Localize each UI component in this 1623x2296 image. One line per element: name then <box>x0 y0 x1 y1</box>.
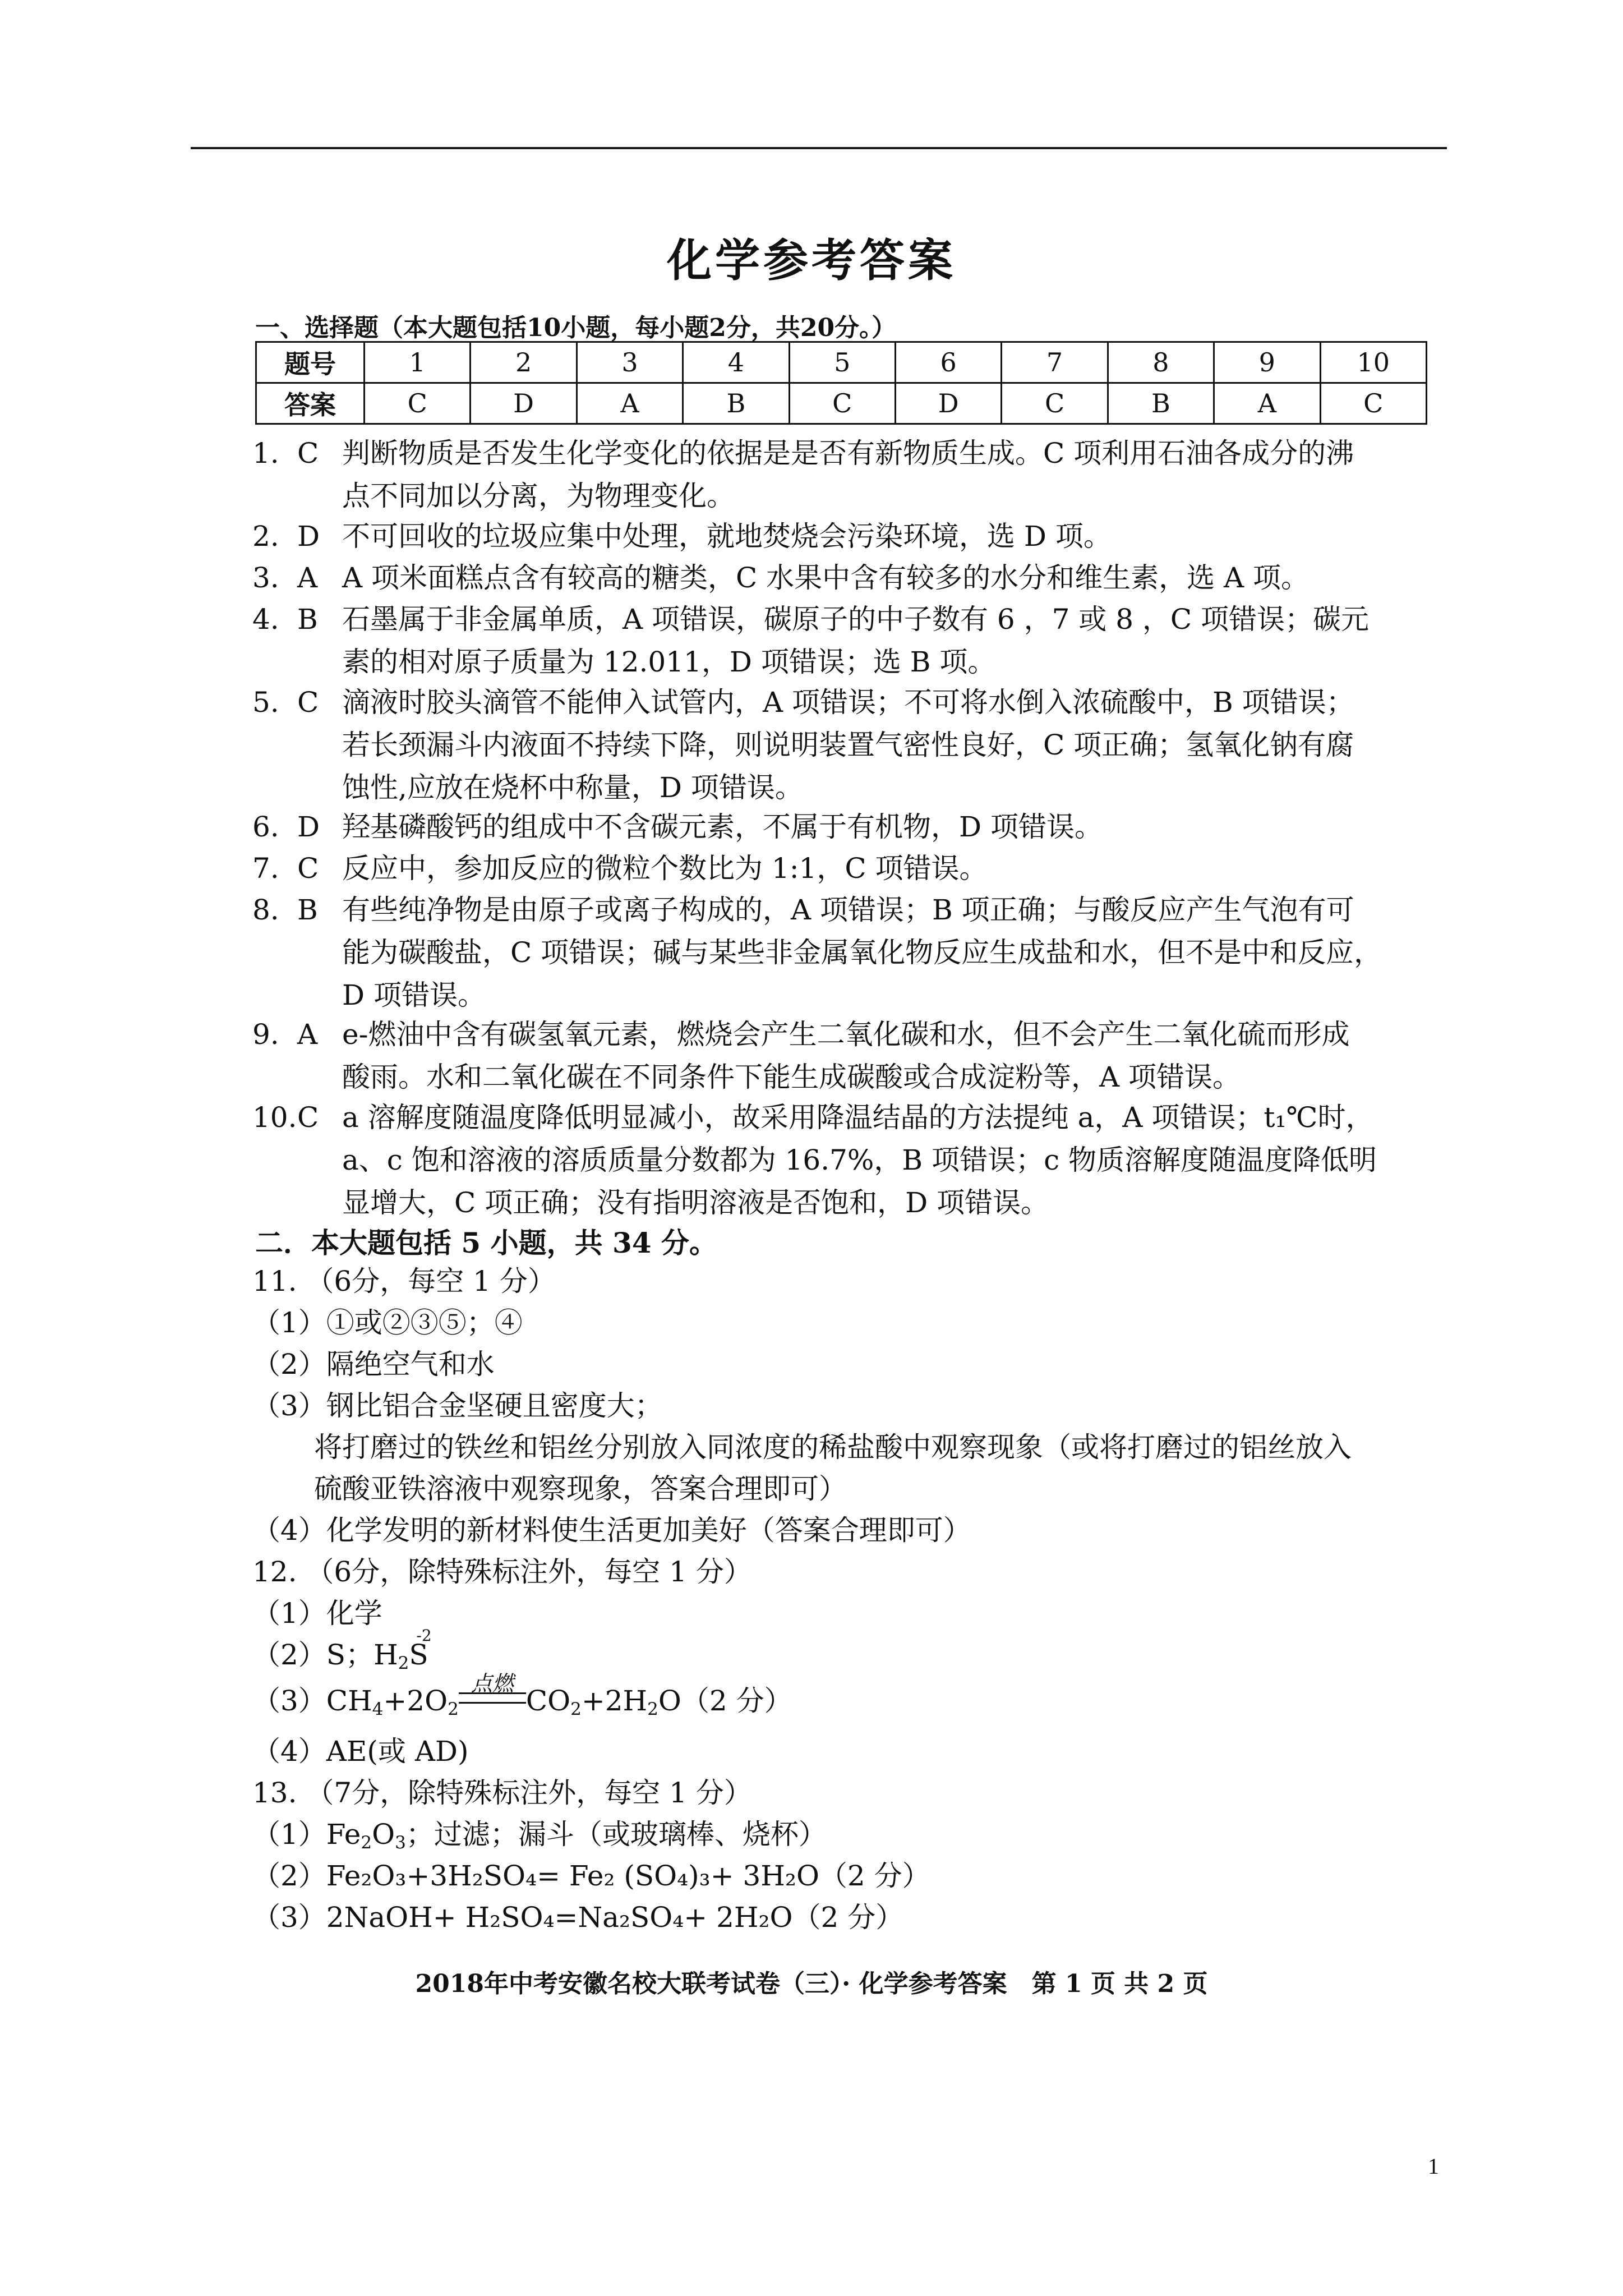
answer-table-cell: A <box>1214 383 1320 424</box>
answer-table <box>255 341 1427 425</box>
explanation-line: 点不同加以分离，为物理变化。 <box>342 480 735 512</box>
subscript: 3 <box>395 1832 406 1853</box>
item-number: 10. <box>252 1101 297 1134</box>
answer-table-cell: 6 <box>895 342 1001 383</box>
reaction-condition-equals <box>459 1671 526 1713</box>
page-footer: 2018年中考安徽名校大联考试卷（三）· 化学参考答案 第 1 页 共 2 页 <box>415 1970 1208 1998</box>
answer-table-cell: 2 <box>471 342 577 383</box>
subscript: 4 <box>372 1699 384 1719</box>
explanation-line: 素的相对原子质量为 12.011，D 项错误；选 B 项。 <box>342 646 996 678</box>
item-explanation <box>342 598 1441 683</box>
reaction-condition: 点燃 <box>471 1671 514 1696</box>
item-number: 1. <box>252 437 279 470</box>
q11-answer-1: （1）①或②③⑤；④ <box>252 1306 523 1339</box>
q12-heading: 12. （6分，除特殊标注外，每空 1 分） <box>252 1556 752 1588</box>
equation-part: +2O <box>383 1685 448 1717</box>
explanation-line: 反应中，参加反应的微粒个数比为 1:1，C 项错误。 <box>342 852 988 885</box>
explanation-line: 石墨属于非金属单质，A 项错误，碳原子的中子数有 6 ，7 或 8 ，C 项错误；碳元 <box>342 603 1370 636</box>
subscript: 2 <box>361 1832 372 1853</box>
item-answer: B <box>297 603 318 636</box>
item-number: 8. <box>252 894 279 926</box>
section-1-heading: 一、选择题（本大题包括10小题，每小题2分，共20分。） <box>255 314 897 342</box>
section-2-heading: 二．本大题包括 5 小题，共 34 分。 <box>255 1226 717 1259</box>
element-symbol: S <box>409 1639 428 1671</box>
valence-mark <box>409 1626 432 1676</box>
answer-table-cell: A <box>577 383 683 424</box>
page-number: 1 <box>1428 2154 1439 2179</box>
q11-answer-3-cont: 硫酸亚铁溶液中观察现象，答案合理即可） <box>314 1473 847 1505</box>
answer-table-cell: 7 <box>1002 342 1108 383</box>
answer-table-cell: 5 <box>789 342 895 383</box>
explanation-line: 判断物质是否发生化学变化的依据是是否有新物质生成。C 项利用石油各成分的沸 <box>342 437 1354 470</box>
answer-table-cell: 8 <box>1108 342 1214 383</box>
explanation-line: 蚀性,应放在烧杯中称量，D 项错误。 <box>342 771 803 804</box>
item-answer: C <box>297 686 319 719</box>
explanation-line: 显增大，C 项正确；没有指明溶液是否饱和，D 项错误。 <box>342 1186 1049 1219</box>
q13-heading: 13. （7分，除特殊标注外，每空 1 分） <box>252 1777 752 1809</box>
explanation-line: 不可回收的垃圾应集中处理，就地焚烧会污染环境，选 D 项。 <box>342 520 1112 553</box>
answer-table-cell: 1 <box>365 342 471 383</box>
answer-table-cell: 3 <box>577 342 683 383</box>
q11-answer-2: （2）隔绝空气和水 <box>252 1348 495 1381</box>
item-explanation <box>342 1013 1441 1098</box>
answer-table-row-head: 答案 <box>256 383 365 424</box>
q13-answer-1 <box>252 1813 1441 1856</box>
item-answer: C <box>297 852 319 885</box>
answer-table-cell: 4 <box>683 342 789 383</box>
valence-label: -2 <box>416 1626 432 1645</box>
q11-heading: 11. （6分，每空 1 分） <box>252 1265 556 1297</box>
answer-table-row-head: 题号 <box>256 342 365 383</box>
item-explanation <box>342 556 1441 599</box>
subscript: 2 <box>398 1653 409 1673</box>
answer-table-number-row <box>256 342 1427 383</box>
equation-part: （3）CH <box>252 1685 372 1717</box>
answer-table-cell: 10 <box>1320 342 1426 383</box>
item-answer: A <box>297 562 318 594</box>
item-explanation <box>342 889 1441 1016</box>
item-explanation <box>342 806 1441 848</box>
item-explanation <box>342 847 1441 890</box>
equation-part: CO <box>525 1685 571 1717</box>
q12-answer-4: （4）AE(或 AD) <box>252 1735 469 1768</box>
answer-table-cell: C <box>1002 383 1108 424</box>
answer-table-cell: 9 <box>1214 342 1320 383</box>
item-number: 6. <box>252 811 279 843</box>
explanation-line: 羟基磷酸钙的组成中不含碳元素，不属于有机物，D 项错误。 <box>342 811 1103 843</box>
item-number: 5. <box>252 686 279 719</box>
explanation-line: a、c 饱和溶液的溶质质量分数都为 16.7%，B 项错误；c 物质溶解度随温度降低明 <box>342 1144 1377 1176</box>
item-explanation <box>342 432 1441 517</box>
q13-answer-3: （3）2NaOH+ H₂SO₄=Na₂SO₄+ 2H₂O（2 分） <box>252 1901 904 1934</box>
explanation-line: 滴液时胶头滴管不能伸入试管内，A 项错误；不可将水倒入浓硫酸中，B 项错误； <box>342 686 1354 719</box>
answer-table-cell: C <box>789 383 895 424</box>
q11-answer-4: （4）化学发明的新材料使生活更加美好（答案合理即可） <box>252 1514 971 1547</box>
explanation-line: e-燃油中含有碳氢氧元素，燃烧会产生二氧化碳和水，但不会产生二氧化硫而形成 <box>342 1018 1350 1051</box>
item-explanation <box>342 515 1441 558</box>
double-line-equals <box>459 1692 526 1704</box>
subscript: 2 <box>448 1699 459 1719</box>
q12-answer-2-text: （2）S；H <box>252 1639 398 1671</box>
item-number: 4. <box>252 603 279 636</box>
top-rule <box>191 147 1447 149</box>
equation-part: O（2 分） <box>658 1685 792 1717</box>
item-number: 7. <box>252 852 279 885</box>
item-explanation <box>342 1096 1441 1224</box>
item-number: 2. <box>252 520 279 553</box>
q11-answer-3-cont: 将打磨过的铁丝和铝丝分别放入同浓度的稀盐酸中观察现象（或将打磨过的铝丝放入 <box>314 1431 1352 1464</box>
item-answer: B <box>297 894 318 926</box>
item-number: 9. <box>252 1018 279 1051</box>
formula-part: （1）Fe <box>252 1818 361 1851</box>
explanation-line: 酸雨。水和二氧化碳在不同条件下能生成碳酸或合成淀粉等，A 项错误。 <box>342 1061 1241 1093</box>
answer-table-cell: D <box>471 383 577 424</box>
item-answer: C <box>297 437 319 470</box>
equation-part: +2H <box>581 1685 648 1717</box>
item-answer: A <box>297 1018 318 1051</box>
explanation-line: 若长颈漏斗内液面不持续下降，则说明装置气密性良好，C 项正确；氢氧化钠有腐 <box>342 729 1354 761</box>
item-answer: C <box>297 1101 319 1134</box>
q12-answer-3 <box>252 1671 1441 1722</box>
item-explanation <box>342 681 1441 809</box>
explanation-line: 有些纯净物是由原子或离子构成的，A 项错误；B 项正确；与酸反应产生气泡有可 <box>342 894 1354 926</box>
answer-table-answer-row <box>256 383 1427 424</box>
subscript: 2 <box>570 1699 582 1719</box>
page-title: 化学参考答案 <box>667 234 956 287</box>
item-answer: D <box>297 811 320 843</box>
subscript: 2 <box>647 1699 658 1719</box>
q11-answer-3: （3）钢比铝合金坚硬且密度大； <box>252 1389 663 1422</box>
answer-table-cell: B <box>1108 383 1214 424</box>
answer-table-cell: D <box>895 383 1001 424</box>
item-number: 3. <box>252 562 279 594</box>
answer-text: ；过滤；漏斗（或玻璃棒、烧杯） <box>405 1818 827 1851</box>
answer-table-cell: C <box>365 383 471 424</box>
explanation-line: D 项错误。 <box>342 979 486 1011</box>
explanation-line: A 项米面糕点含有较高的糖类，C 水果中含有较多的水分和维生素，选 A 项。 <box>342 562 1310 594</box>
q13-answer-2: （2）Fe₂O₃+3H₂SO₄= Fe₂ (SO₄)₃+ 3H₂O（2 分） <box>252 1860 930 1892</box>
explanation-line: a 溶解度随温度降低明显减小，故采用降温结晶的方法提纯 a，A 项错误；t₁℃时， <box>342 1101 1374 1134</box>
answer-table-cell: B <box>683 383 789 424</box>
answer-table-cell: C <box>1320 383 1426 424</box>
formula-part: O <box>372 1818 395 1851</box>
item-answer: D <box>297 520 320 553</box>
q12-answer-1: （1）化学 <box>252 1597 382 1630</box>
explanation-line: 能为碳酸盐，C 项错误；碱与某些非金属氧化物反应生成盐和水，但不是中和反应， <box>342 936 1382 969</box>
q12-answer-2 <box>252 1626 1441 1676</box>
